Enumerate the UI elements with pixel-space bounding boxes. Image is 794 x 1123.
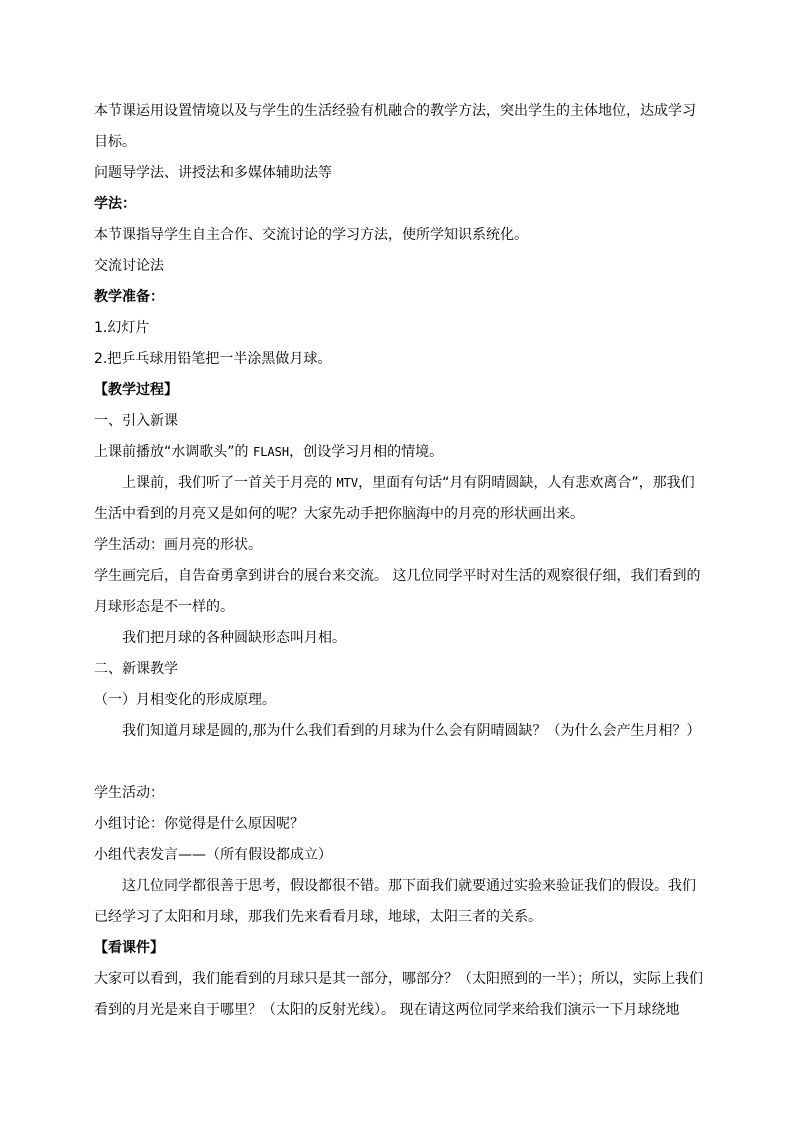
- heading-courseware: 【看课件】: [94, 940, 164, 956]
- paragraph-group-speech: 小组代表发言——（所有假设都成立）: [94, 847, 332, 863]
- paragraph-before-class: [94, 468, 706, 530]
- paragraph-student-activity: 学生活动：: [94, 785, 164, 801]
- text-segment: 上课前播放“水调歌头”的: [94, 444, 253, 460]
- document-body: [94, 96, 706, 1026]
- heading-learning-method: 学法：: [94, 196, 136, 212]
- paragraph-group-discussion: 小组讨论：你觉得是什么原因呢？: [94, 816, 304, 832]
- paragraph-discussion-method: 交流讨论法: [94, 258, 164, 274]
- heading-teaching-process: 【教学过程】: [94, 382, 178, 398]
- paragraph-moon-phase-definition: 我们把月球的各种圆缺形态叫月相。: [122, 630, 346, 646]
- text-segment: ，创设学习月相的情境。: [289, 444, 444, 460]
- text-segment: ，里面有句话“月有阴晴圆缺，人有悲欢离合”，那我们生活中看到的月亮又是如何的呢？大家先动手把你脑海中的月亮的形状画出来。: [94, 475, 695, 522]
- paragraph-teaching-methods: 问题导学法、讲授法和多媒体辅助法等: [94, 165, 332, 181]
- text-flash: FLASH: [252, 445, 290, 459]
- paragraph-student-activity-draw: 学生活动：画月亮的形状。: [94, 537, 262, 553]
- prep-item-1: 1.幻灯片: [94, 320, 150, 336]
- text-segment: 上课前，我们听了一首关于月亮的: [122, 475, 337, 491]
- text-mtv: MTV: [336, 476, 359, 490]
- heading-teaching-preparation: 教学准备：: [94, 289, 164, 305]
- paragraph-why-moon-phases: 我们知道月球是圆的,那为什么我们看到的月球为什么会有阴晴圆缺？（为什么会产生月相？）: [122, 723, 701, 739]
- paragraph-teaching-method-intro: 本节课运用设置情境以及与学生的生活经验有机融合的教学方法，突出学生的主体地位，达成学习目标。: [94, 103, 696, 150]
- section-introduce-lesson: 一、引入新课: [94, 413, 178, 429]
- paragraph-verify-hypothesis: 这几位同学都很善于思考，假设都很不错。那下面我们就要通过实验来验证我们的假设。我们已经学习了太阳和月球，那我们先来看看月球，地球，太阳三者的关系。: [94, 878, 696, 925]
- section-new-lesson: 二、新课教学: [94, 661, 178, 677]
- paragraph-learning-method: 本节课指导学生自主合作、交流讨论的学习方法，使所学知识系统化。: [94, 227, 528, 243]
- subsection-moon-phase-principle: （一）月相变化的形成原理。: [94, 692, 276, 708]
- paragraph-play-flash: [94, 437, 706, 468]
- paragraph-moon-light-source: 大家可以看到，我们能看到的月球只是其一部分，哪部分？（太阳照到的一半）；所以，实际上我们看到的月光是来自于哪里？（太阳的反射光线）。 现在请这两位同学来给我们演示一下月球绕地: [94, 971, 703, 1018]
- blank-line: [94, 747, 706, 778]
- prep-item-2: 2.把乒乓球用铅笔把一半涂黑做月球。: [94, 351, 332, 367]
- paragraph-students-share: 学生画完后，自告奋勇拿到讲台的展台来交流。 这几位同学平时对生活的观察很仔细，我们看到的月球形态是不一样的。: [94, 568, 701, 615]
